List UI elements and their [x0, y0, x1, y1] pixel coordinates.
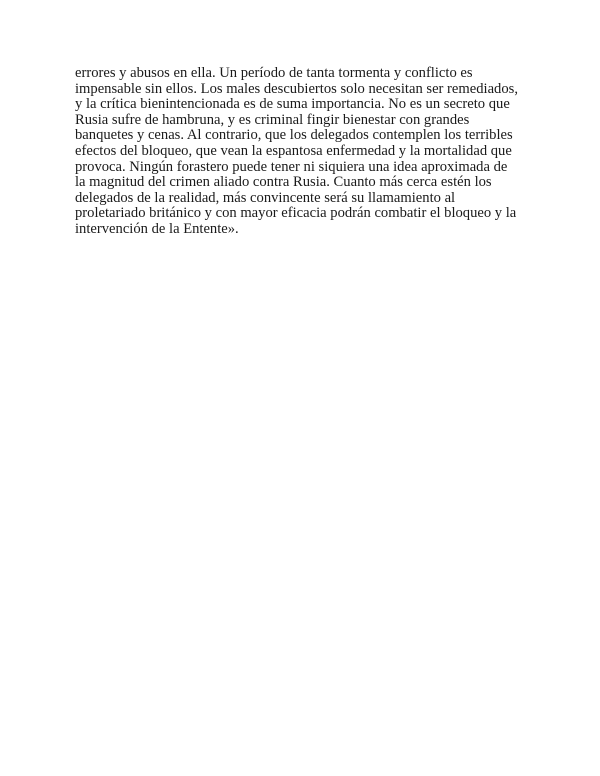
paragraph-line: intervención de la Entente».: [75, 220, 239, 237]
paragraph-line: provoca. Ningún forastero puede tener ni siquiera una idea aproximada de: [75, 158, 508, 175]
body-paragraph: [75, 66, 535, 238]
paragraph-line: Rusia sufre de hambruna, y es criminal fingir bienestar con grandes: [75, 111, 470, 128]
paragraph-line: delegados de la realidad, más convincente será su llamamiento al: [75, 189, 456, 206]
paragraph-line: impensable sin ellos. Los males descubiertos solo necesitan ser remediados,: [75, 80, 518, 97]
paragraph-line: y la crítica bienintencionada es de suma importancia. No es un secreto que: [75, 96, 510, 113]
paragraph-line: banquetes y cenas. Al contrario, que los delegados contemplen los terribles: [75, 127, 513, 144]
paragraph-line: proletariado británico y con mayor eficacia podrán combatir el bloqueo y la: [75, 205, 517, 222]
paragraph-line: efectos del bloqueo, que vean la espantosa enfermedad y la mortalidad que: [75, 142, 512, 159]
paragraph-line: la magnitud del crimen aliado contra Rusia. Cuanto más cerca estén los: [75, 174, 492, 191]
paragraph-line: errores y abusos en ella. Un período de tanta tormenta y conflicto es: [75, 65, 473, 81]
